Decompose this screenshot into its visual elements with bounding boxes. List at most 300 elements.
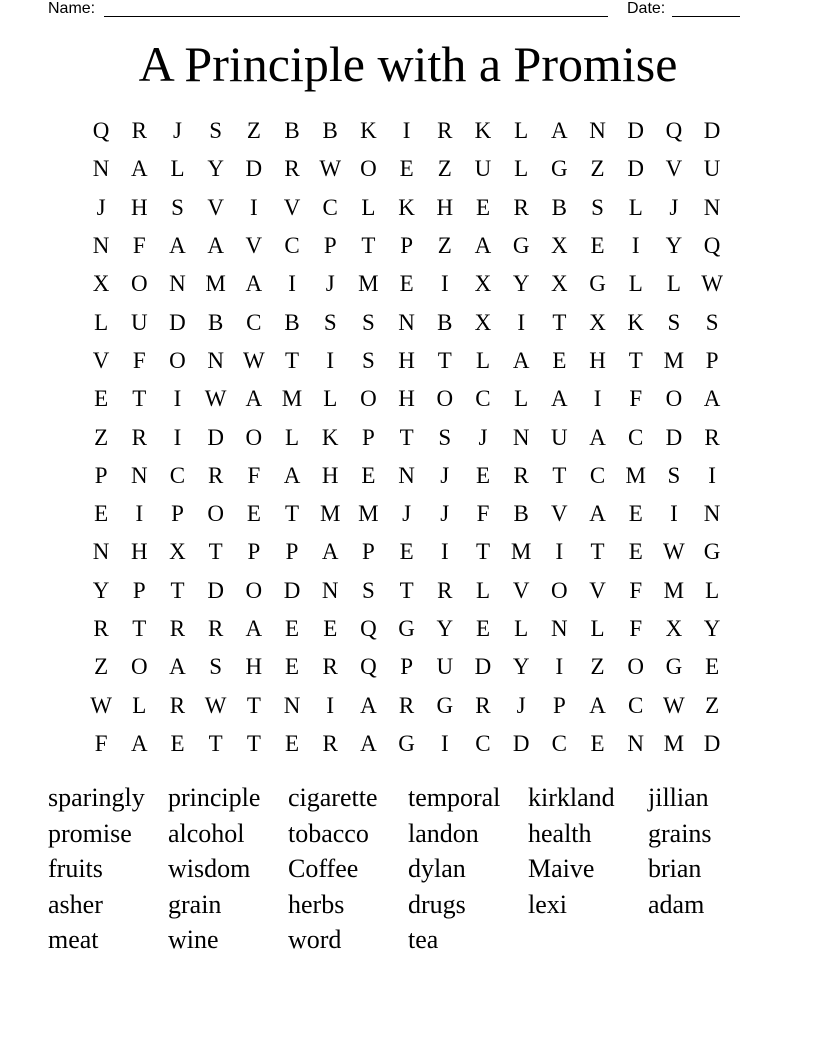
grid-letter: L [514,118,529,144]
grid-letter: O [245,424,263,450]
grid-letter: L [705,577,720,603]
grid-letter: W [701,271,723,297]
grid-letter: W [663,539,685,565]
grid-letter: A [474,233,492,259]
grid-letter: C [475,730,491,756]
grid-letter: W [204,692,227,718]
grid-letter: D [207,577,224,603]
grid-letter: A [321,539,339,565]
grid-letter: E [475,462,490,488]
grid-letter: I [593,386,602,412]
grid-letter: J [516,692,526,718]
word-list-item: landon [408,818,479,848]
grid-letter: D [512,730,530,756]
grid-letter: W [663,692,685,718]
grid-letter: B [207,309,224,335]
grid-letter: Z [590,156,605,182]
grid-letter: E [361,462,376,488]
grid-letter: E [399,271,414,297]
grid-letter: E [705,654,720,680]
grid-letter: T [285,501,300,527]
grid-letter: R [398,692,415,718]
word-list-item: dylan [408,854,466,884]
grid-letter: I [555,539,564,565]
grid-letter: R [437,577,453,603]
grid-letter: E [94,386,109,412]
grid-letter: I [250,194,258,220]
grid-letter: E [628,501,643,527]
grid-letter: Z [437,156,452,182]
grid-letter: F [629,616,643,641]
grid-letter: N [283,692,301,718]
grid-letter: R [513,194,529,220]
grid-letter: S [705,309,719,335]
grid-letter: D [703,118,721,144]
grid-letter: L [514,386,529,412]
grid-letter: I [708,462,716,488]
grid-letter: O [169,347,186,373]
grid-letter: L [514,156,529,182]
grid-letter: N [92,539,110,565]
grid-letter: A [551,386,568,412]
word-list-item: grain [168,889,222,919]
grid-letter: M [625,462,646,488]
grid-letter: Y [512,654,530,680]
grid-letter: V [551,501,568,527]
grid-letter: D [627,156,645,182]
grid-letter: A [283,462,301,488]
grid-letter: S [591,194,604,220]
grid-letter: N [321,577,339,603]
grid-letter: T [552,462,567,488]
grid-letter: D [627,118,645,144]
grid-letter: H [245,654,263,680]
grid-letter: J [325,271,335,297]
grid-letter: L [285,424,300,450]
grid-letter: G [551,156,568,182]
grid-letter: A [169,233,186,259]
word-list-item: wisdom [168,854,251,884]
grid-letter: A [589,424,606,450]
grid-letter: H [398,386,415,412]
grid-letter: O [245,577,263,603]
word-list-item: principle [168,783,261,812]
grid-letter: I [517,309,525,335]
word-list-item: wine [168,925,219,955]
name-line [104,0,608,17]
grid-letter: G [589,271,606,297]
grid-letter: E [94,501,109,527]
grid-letter: R [437,118,453,144]
grid-letter: E [285,730,300,756]
grid-letter: E [475,616,490,641]
grid-letter: M [663,577,685,603]
grid-letter: V [245,233,263,259]
grid-letter: E [552,347,567,373]
word-list-item: grains [648,818,712,848]
grid-letter: H [130,194,148,220]
grid-letter: T [170,577,185,603]
grid-letter: E [628,539,643,565]
grid-letter: G [665,654,683,680]
word-list-item: meat [48,925,99,955]
grid-letter: A [551,118,568,144]
grid-letter: N [92,233,110,259]
word-list-item: tea [408,925,439,955]
grid-letter: I [440,730,449,756]
grid-letter: N [398,462,415,488]
grid-letter: D [703,730,721,756]
grid-letter: H [589,347,606,373]
grid-letter: C [628,424,644,450]
grid-letter: A [589,501,606,527]
grid-letter: E [590,233,605,259]
grid-letter: M [663,347,685,373]
grid-letter: O [360,386,377,412]
grid-letter: L [628,194,643,220]
word-list-item: health [528,818,592,848]
grid-letter: B [284,118,300,144]
grid-letter: X [169,539,186,565]
grid-letter: H [398,347,415,373]
grid-letter: N [589,118,606,144]
grid-letter: I [173,424,182,450]
grid-letter: A [245,271,263,297]
grid-letter: A [245,386,263,412]
grid-letter: P [132,577,146,603]
grid-letter: J [440,501,450,527]
grid-letter: R [284,156,300,182]
grid-letter: H [130,539,148,565]
grid-letter: G [512,233,530,259]
grid-letter: B [437,309,453,335]
grid-letter: G [436,692,454,718]
grid-letter: D [207,424,224,450]
grid-letter: D [245,156,263,182]
grid-letter: M [319,501,341,527]
grid-letter: M [358,501,379,527]
grid-letter: L [170,156,185,182]
grid-letter: N [207,347,224,373]
grid-letter: M [663,730,685,756]
grid-letter: M [205,271,226,297]
grid-letter: E [323,616,338,641]
grid-letter: L [475,577,490,603]
grid-letter: D [283,577,301,603]
grid-letter: S [362,309,375,335]
grid-letter: H [321,462,339,488]
grid-letter: R [169,616,186,641]
grid-letter: E [475,194,490,220]
grid-letter: X [551,233,568,259]
grid-letter: P [362,424,375,450]
grid-letter: N [92,156,110,182]
word-list-item: kirkland [528,783,615,812]
grid-letter: Z [94,654,109,680]
grid-letter: T [361,233,376,259]
word-list-item: fruits [48,854,103,884]
grid-letter: C [475,386,491,412]
grid-letter: L [361,194,376,220]
grid-letter: S [667,462,681,488]
grid-letter: H [436,194,454,220]
grid-letter: Q [665,118,683,144]
grid-letter: R [322,730,338,756]
grid-letter: O [130,654,148,680]
grid-letter: I [288,271,296,297]
grid-letter: R [169,692,186,718]
grid-letter: Z [705,692,720,718]
grid-letter: N [551,616,568,641]
grid-letter: W [242,347,265,373]
grid-letter: I [670,501,678,527]
grid-letter: Y [665,233,683,259]
grid-letter: C [322,194,338,220]
grid-letter: X [665,616,683,641]
grid-letter: A [130,156,148,182]
grid-letter: L [590,616,605,641]
word-list-item: drugs [408,889,466,919]
grid-letter: G [398,730,415,756]
grid-letter: L [94,309,109,335]
grid-letter: T [590,539,605,565]
grid-letter: P [171,501,184,527]
word-list-item: adam [648,889,705,919]
grid-letter: I [555,654,564,680]
grid-letter: P [323,233,337,259]
letter-grid [82,112,731,763]
grid-letter: F [132,347,146,373]
grid-letter: Z [94,424,109,450]
grid-letter: E [285,616,300,641]
grid-letter: I [173,386,182,412]
page-title: A Principle with a Promise [138,36,678,92]
grid-letter: N [512,424,530,450]
grid-letter: L [323,386,338,412]
grid-letter: T [132,386,147,412]
grid-letter: Q [703,233,721,259]
grid-letter: T [399,424,414,450]
grid-letter: K [627,309,645,335]
grid-letter: R [513,462,529,488]
grid-letter: U [703,156,721,182]
grid-letter: S [209,118,223,144]
grid-letter: Y [92,577,110,603]
grid-letter: X [551,271,568,297]
grid-letter: K [321,424,339,450]
grid-letter: L [475,347,490,373]
grid-letter: G [398,616,415,641]
grid-letter: T [437,347,452,373]
grid-letter: D [474,654,492,680]
grid-letter: L [666,271,681,297]
grid-letter: W [90,692,112,718]
header [48,0,740,20]
name-label: Name: [48,0,96,17]
word-list-item: Coffee [288,854,359,884]
grid-letter: Y [436,616,454,641]
grid-letter: K [360,118,377,144]
grid-letter: A [207,233,224,259]
grid-letter: R [131,118,147,144]
grid-letter: I [440,271,449,297]
grid-letter: X [92,271,110,297]
grid-letter: O [627,654,645,680]
grid-letter: U [130,309,148,335]
grid-letter: Z [246,118,261,144]
grid-letter: K [474,118,492,144]
grid-letter: P [705,347,719,373]
date-line [672,0,740,17]
grid-letter: S [323,309,337,335]
grid-letter: Q [360,616,377,641]
grid-letter: T [246,692,261,718]
grid-letter: A [360,730,377,756]
grid-letter: D [169,309,186,335]
grid-letter: Y [703,616,721,641]
grid-letter: A [360,692,377,718]
grid-letter: M [281,386,303,412]
grid-letter: E [285,654,300,680]
grid-letter: B [284,309,300,335]
grid-letter: A [512,347,530,373]
grid-letter: P [247,539,261,565]
grid-letter: R [207,462,224,488]
grid-letter: P [362,539,375,565]
grid-letter: E [246,501,261,527]
grid-letter: P [552,692,566,718]
grid-letter: N [169,271,186,297]
grid-letter: O [130,271,148,297]
grid-letter: S [667,309,681,335]
grid-letter: N [703,194,721,220]
grid-letter: J [669,194,679,220]
grid-letter: B [551,194,568,220]
grid-letter: S [362,577,375,603]
grid-letter: S [362,347,375,373]
grid-letter: C [628,692,644,718]
grid-letter: T [132,616,147,641]
grid-letter: E [170,730,185,756]
grid-letter: M [510,539,532,565]
grid-letter: T [208,730,223,756]
grid-letter: L [628,271,643,297]
grid-letter: Z [437,233,452,259]
grid-letter: F [132,233,146,259]
grid-letter: J [172,118,182,144]
grid-letter: R [207,616,224,641]
grid-letter: O [207,501,224,527]
grid-letter: K [398,194,415,220]
grid-letter: F [629,577,643,603]
grid-letter: T [246,730,261,756]
grid-letter: V [92,347,110,373]
grid-letter: I [631,233,640,259]
grid-letter: N [130,462,148,488]
grid-letter: W [319,156,342,182]
grid-letter: T [552,309,567,335]
grid-letter: O [665,386,683,412]
word-list-item: tobacco [288,818,369,848]
grid-letter: D [665,424,683,450]
grid-letter: S [438,424,452,450]
grid-letter: I [326,347,335,373]
grid-letter: G [703,539,721,565]
grid-letter: E [590,730,605,756]
grid-letter: F [247,462,261,488]
grid-letter: A [130,730,148,756]
grid-letter: P [285,539,299,565]
grid-letter: O [360,156,377,182]
grid-letter: C [284,233,300,259]
grid-letter: C [589,462,606,488]
grid-letter: R [475,692,491,718]
grid-letter: J [440,462,450,488]
grid-letter: X [474,309,492,335]
grid-letter: C [246,309,262,335]
grid-letter: A [245,616,263,641]
grid-letter: V [665,156,683,182]
grid-letter: N [703,501,721,527]
word-list-item: word [288,925,342,955]
grid-letter: Z [590,654,605,680]
grid-letter: T [399,577,414,603]
grid-letter: F [476,501,490,527]
grid-letter: V [512,577,530,603]
grid-letter: T [475,539,490,565]
grid-letter: I [135,501,144,527]
grid-letter: Q [92,118,110,144]
word-list-item: brian [648,854,702,884]
grid-letter: M [358,271,379,297]
grid-letter: E [399,156,414,182]
grid-letter: O [551,577,568,603]
grid-letter: C [169,462,186,488]
grid-letter: W [204,386,227,412]
grid-letter: T [208,539,223,565]
grid-letter: A [703,386,721,412]
grid-letter: A [589,692,606,718]
grid-letter: J [402,501,412,527]
grid-letter: Y [512,271,530,297]
date-label: Date: [627,0,666,17]
word-list-item: sparingly [48,783,145,812]
grid-letter: S [171,194,184,220]
grid-letter: B [513,501,529,527]
grid-letter: T [285,347,300,373]
grid-letter: Q [360,654,377,680]
word-list-item: herbs [288,889,345,919]
grid-letter: F [629,386,643,412]
word-list-item: Maive [528,854,595,884]
grid-letter: S [209,654,223,680]
word-list-item: promise [48,818,132,848]
grid-letter: T [628,347,643,373]
grid-letter: A [169,654,186,680]
grid-letter: B [322,118,338,144]
grid-letter: F [94,730,108,756]
grid-letter: N [398,309,415,335]
grid-letter: N [627,730,645,756]
grid-letter: P [400,654,413,680]
word-list-item: temporal [408,783,501,812]
grid-letter: J [96,194,106,220]
word-list-item: jillian [648,783,709,812]
grid-letter: C [551,730,568,756]
grid-letter: U [551,424,568,450]
grid-letter: I [440,539,449,565]
word-list-item: asher [48,889,103,919]
